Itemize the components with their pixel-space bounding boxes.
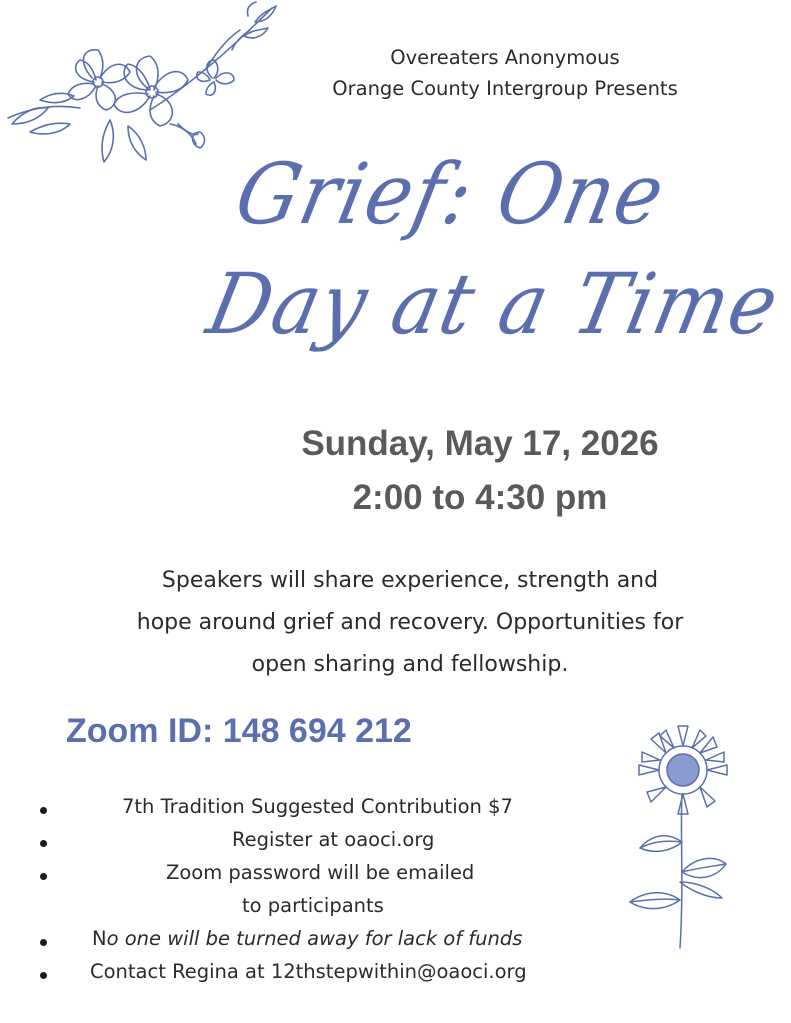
password-text: Zoom password will be emailed — [166, 861, 475, 884]
bullet-icon — [40, 972, 47, 979]
contribution-text: 7th Tradition Suggested Contribution $7 — [122, 795, 513, 818]
description-line: hope around grief and recovery. Opportunities for — [136, 610, 684, 635]
bullet-icon — [40, 939, 47, 946]
floral-decoration-icon — [0, 0, 290, 170]
description-line: Speakers will share experience, strength and — [161, 568, 659, 593]
event-title-line2: Day at a Time — [199, 255, 789, 353]
event-time: 2:00 to 4:30 pm — [352, 478, 608, 517]
event-title-line1: Grief: One — [227, 145, 675, 243]
intergroup-presents: Orange County Intergroup Presents — [332, 77, 678, 100]
text-prefix: N — [92, 927, 107, 950]
no-one-turned-away-text — [92, 927, 522, 950]
list-item — [40, 927, 640, 957]
event-description — [50, 560, 770, 686]
contact-text: Contact Regina at 12thstepwithin@oaoci.org — [90, 960, 527, 983]
bullet-icon — [40, 873, 47, 880]
list-item — [40, 795, 640, 825]
event-date: Sunday, May 17, 2026 — [301, 424, 659, 463]
presenter-header — [270, 42, 740, 104]
password-text-continued: to participants — [242, 894, 384, 917]
zoom-id: Zoom ID: 148 694 212 — [66, 712, 412, 750]
list-item — [40, 828, 640, 858]
register-text: Register at oaoci.org — [232, 828, 435, 851]
list-item — [40, 861, 640, 891]
bullet-icon — [40, 840, 47, 847]
bullet-icon — [40, 807, 47, 814]
organization-name: Overeaters Anonymous — [390, 46, 620, 69]
text-italic: o one will be turned away for lack of funds — [106, 927, 523, 950]
list-item-continuation — [40, 894, 640, 924]
list-item — [40, 960, 640, 990]
description-line: open sharing and fellowship. — [251, 652, 569, 677]
